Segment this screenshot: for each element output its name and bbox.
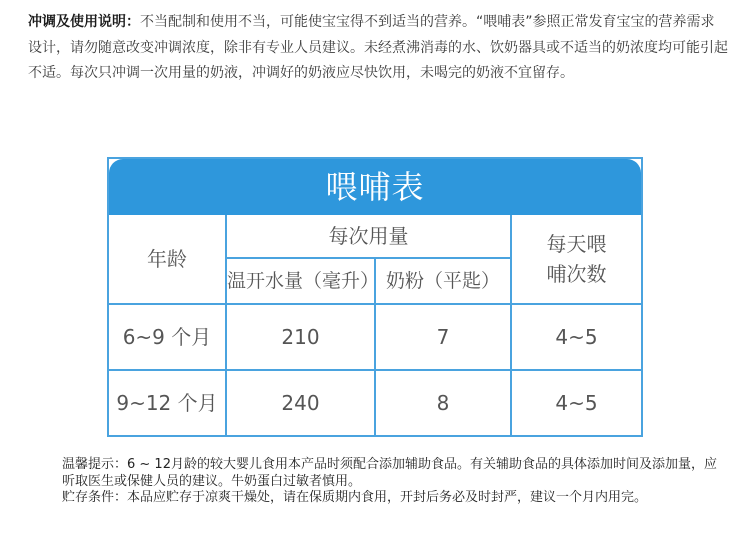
row1-powder: 7 <box>376 305 512 371</box>
table-title: 喂哺表 <box>109 159 641 215</box>
storage-conditions: 贮存条件：本品应贮存于凉爽干燥处，请在保质期内食用，开封后务必及时封严，建议一个月内用完。 <box>62 490 648 505</box>
row2-age: 9~12 个月 <box>109 371 227 435</box>
header-powder: 奶粉（平匙） <box>376 259 512 305</box>
row2-water: 240 <box>227 371 376 435</box>
header-times-line1: 每天喂 <box>546 232 607 256</box>
row1-times: 4~5 <box>512 305 641 371</box>
row2-times: 4~5 <box>555 391 598 415</box>
row2-powder: 8 <box>376 371 512 435</box>
header-water: 温开水量（毫升） <box>227 259 376 305</box>
footer-notes <box>62 457 722 507</box>
row1-water: 210 <box>227 305 376 371</box>
header-times <box>512 215 641 305</box>
instructions-label: 冲调及使用说明： <box>28 14 140 30</box>
usage-instructions <box>28 10 728 87</box>
feeding-table <box>107 157 643 437</box>
header-times-line2: 哺次数 <box>546 262 607 286</box>
header-per-feed: 每次用量 <box>227 215 512 259</box>
instructions-text: 不当配制和使用不当，可能使宝宝得不到适当的营养。“喂哺表”参照正常发育宝宝的营养需求设计，请勿随意改变冲调浓度，除非有专业人员建议。未经煮沸消毒的水、饮奶器具或不适当的奶浓度均可能引起不适。每次只冲调一次用量的奶液，冲调好的奶液应尽快饮用，未喝完的奶液不宜留存。 <box>28 14 728 81</box>
row1-age: 6~9 个月 <box>109 305 227 371</box>
warm-tip: 温馨提示：6 ~ 12月龄的较大婴儿食用本产品时须配合添加辅助食品。有关辅助食品的具体添加时间及添加量，应听取医生或保健人员的建议。牛奶蛋白过敏者慎用。 <box>62 457 717 489</box>
header-age: 年龄 <box>109 215 227 305</box>
